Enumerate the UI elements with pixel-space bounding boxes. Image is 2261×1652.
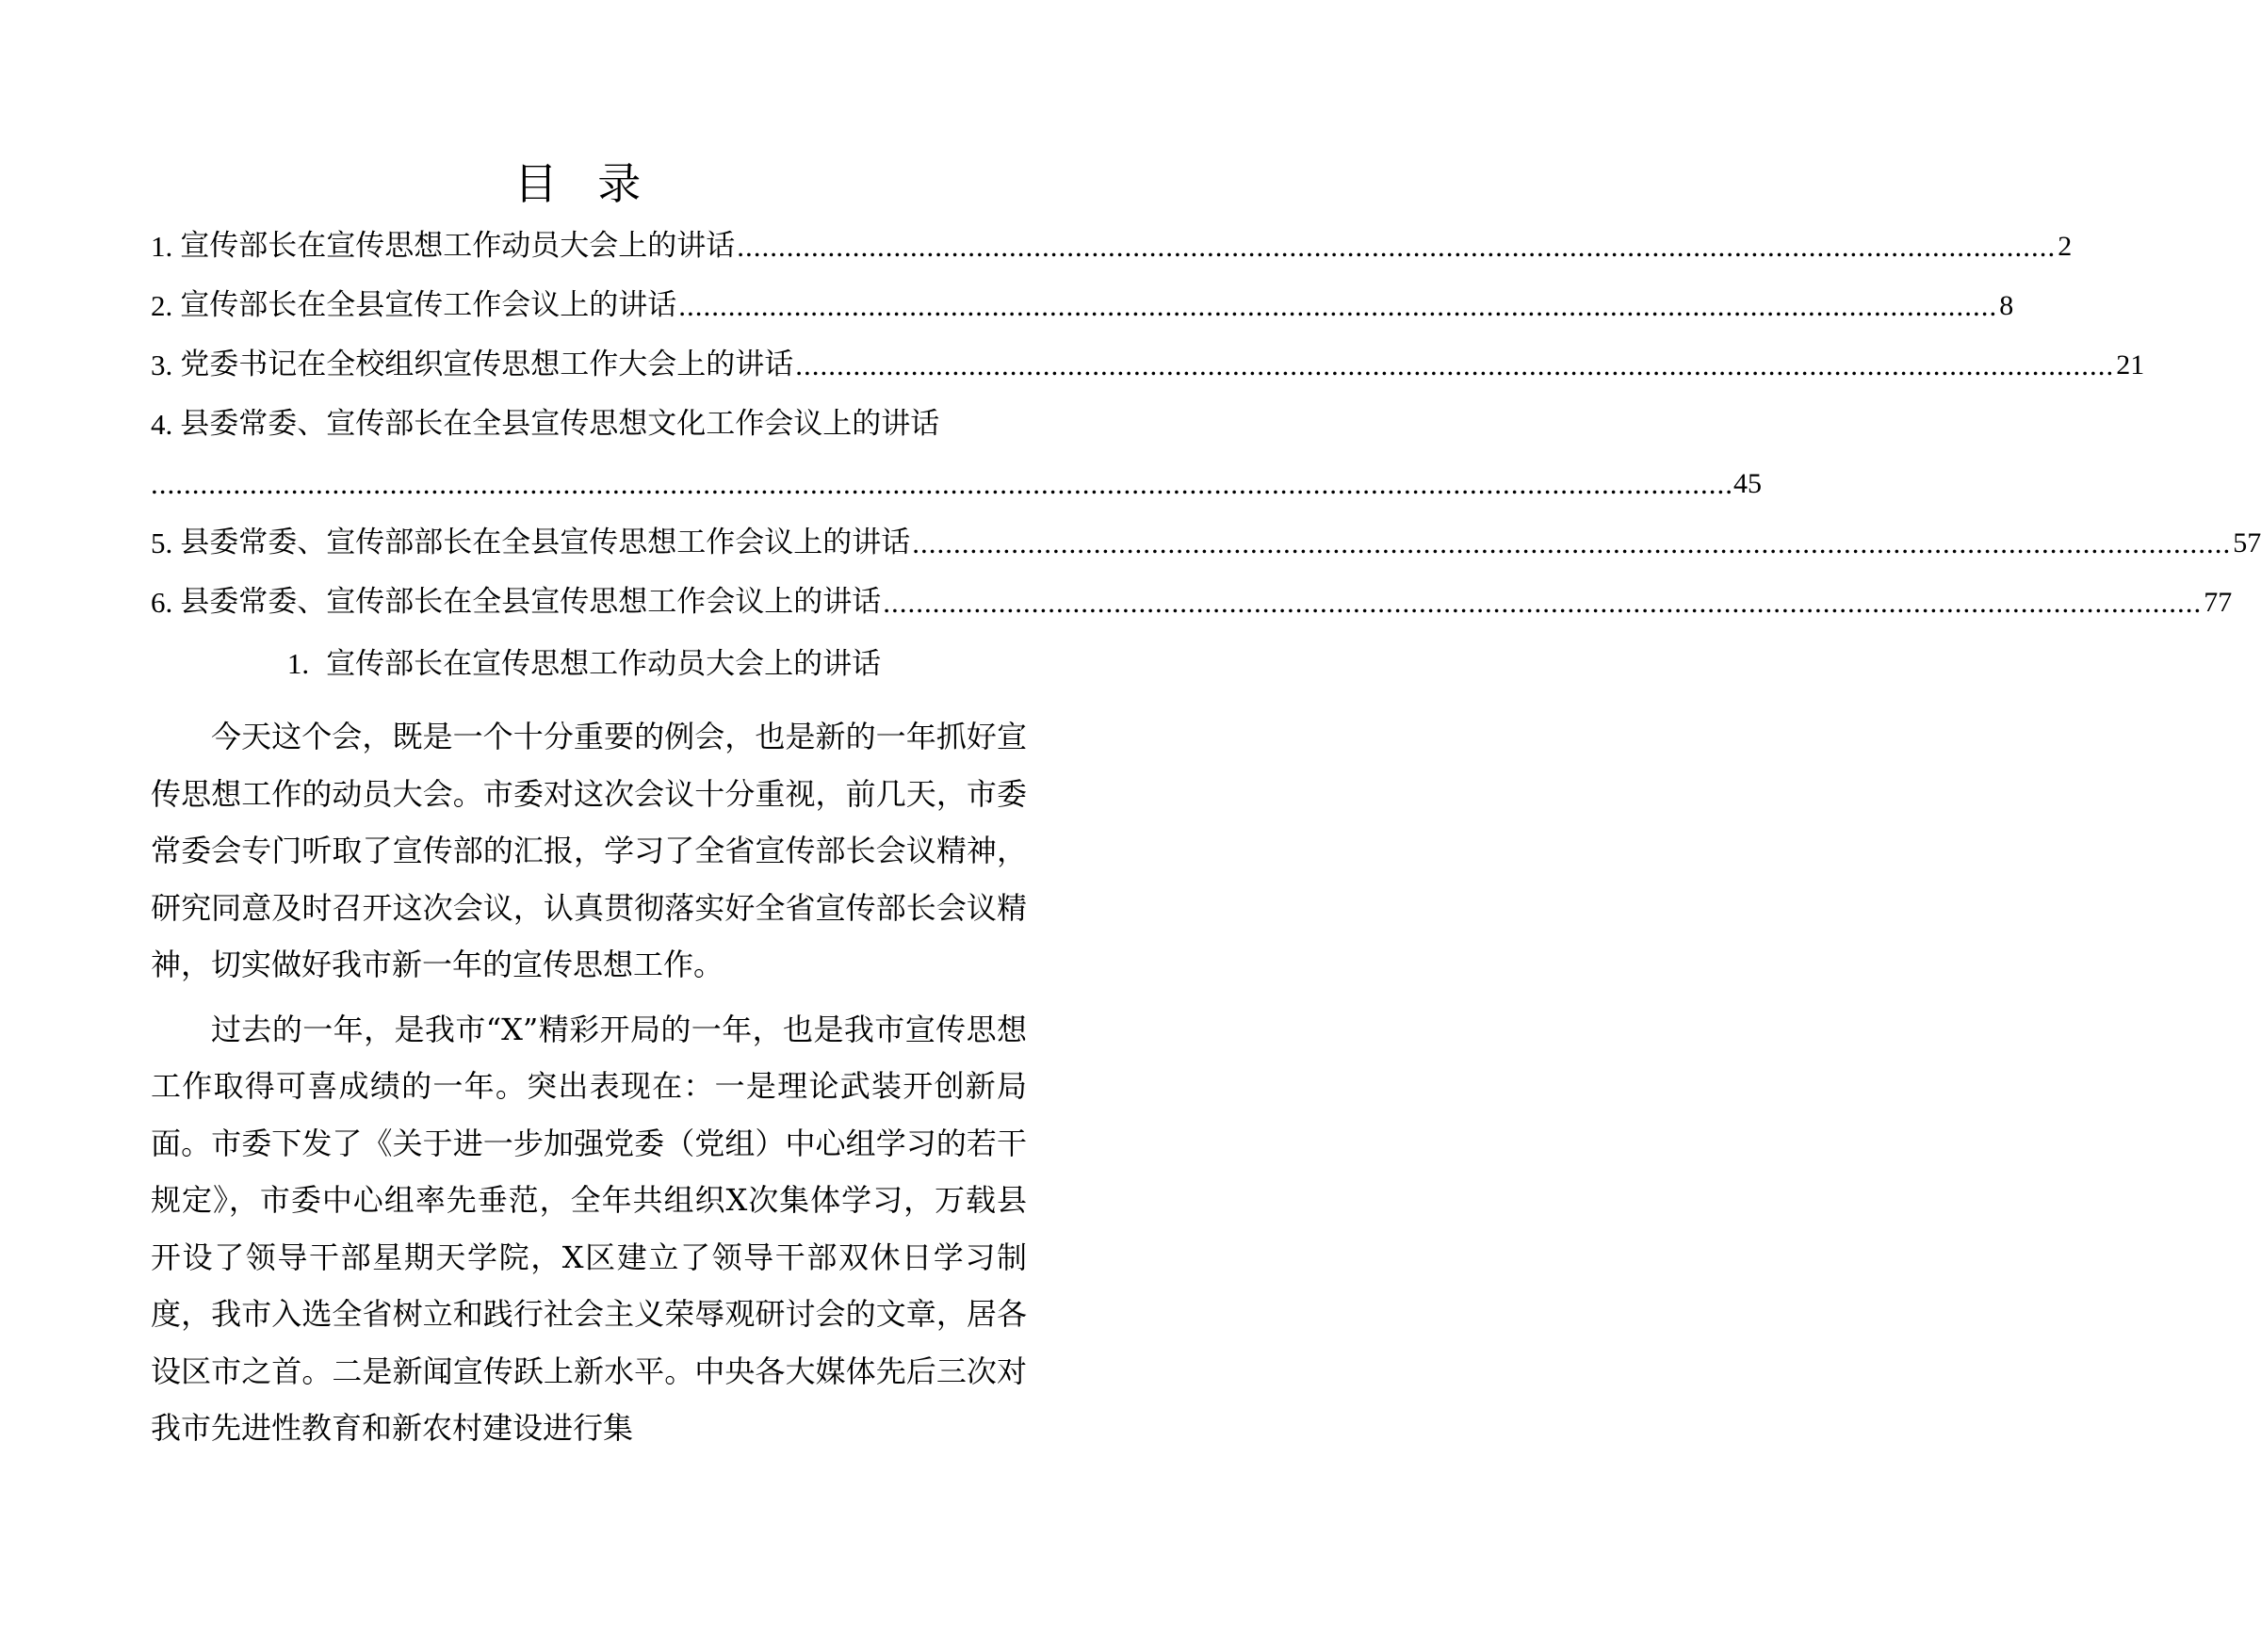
body-paragraph: 今天这个会，既是一个十分重要的例会，也是新的一年抓好宣传思想工作的动员大会。市委对这次会议十分重视，前几天，市委常委会专门听取了宣传部的汇报，学习了全省宣传部长会议精神，研究同意及时召开这次会议，认真贯彻落实好全省宣传部长会议精神，切实做好我市新一年的宣传思想工作。 <box>151 719 1027 982</box>
toc-entry-page: 45 <box>1733 468 1762 499</box>
dot-leader: ................................................................................................................................................................ <box>912 526 2232 559</box>
toc-entry-text: 宣传部长在全县宣传工作会议上的讲话 <box>180 288 677 322</box>
toc-entry-text: 县委常委、宣传部长在全县宣传思想工作会议上的讲话 <box>180 585 882 619</box>
table-of-contents <box>151 217 2261 632</box>
toc-entry-page: 77 <box>2204 587 2233 618</box>
toc-entry-text: 县委常委、宣传部长在全县宣传思想文化工作会议上的讲话 <box>180 407 940 441</box>
article-number: 1. <box>286 647 310 680</box>
toc-entry[interactable] <box>151 573 2233 632</box>
toc-entry-continuation[interactable] <box>151 454 1762 513</box>
toc-entry[interactable] <box>151 217 2073 276</box>
article-title: 宣传部长在宣传思想工作动员大会上的讲话 <box>326 647 882 681</box>
toc-entry-number: 6. <box>151 586 173 619</box>
dot-leader: ................................................................................................................................................................ <box>883 586 2203 619</box>
toc-entry-text: 县委常委、宣传部部长在全县宣传思想工作会议上的讲话 <box>180 526 911 559</box>
toc-entry-page: 57 <box>2233 527 2261 559</box>
article-body <box>151 708 1027 1465</box>
toc-entry[interactable] <box>151 276 2014 335</box>
toc-entry-page: 8 <box>1999 290 2014 321</box>
dot-leader: ................................................................................................................................................................................................ <box>151 467 1733 500</box>
toc-entry-number: 1. <box>151 230 173 263</box>
toc-entry[interactable] <box>151 513 2261 573</box>
toc-entry-number: 2. <box>151 289 173 322</box>
dot-leader: ................................................................................................................................................................ <box>795 348 2115 381</box>
body-paragraph: 过去的一年，是我市“X”精彩开局的一年，也是我市宣传思想工作取得可喜成绩的一年。突出表现在：一是理论武装开创新局面。市委下发了《关于进一步加强党委（党组）中心组学习的若干规定》，市委中心组率先垂范，全年共组织X次集体学习，万载县开设了领导干部星期天学院，X区建立了领导干部双休日学习制度，我市入选全省树立和践行社会主义荣辱观研讨会的文章，居各设区市之首。二是新闻宣传跃上新水平。中央各大媒体先后三次对我市先进性教育和新农村建设进行集 <box>151 1011 1027 1446</box>
toc-entry-number: 3. <box>151 348 173 381</box>
article-heading <box>0 640 1168 688</box>
toc-entry-page: 2 <box>2058 231 2073 262</box>
toc-entry-text: 党委书记在全校组织宣传思想工作大会上的讲话 <box>180 348 794 381</box>
dot-leader: ................................................................................................................................................................ <box>737 230 2057 263</box>
toc-entry-number: 4. <box>151 408 173 441</box>
toc-title: 目 录 <box>513 158 655 209</box>
toc-entry[interactable] <box>151 335 2145 395</box>
dot-leader: ................................................................................................................................................................ <box>678 289 1998 322</box>
toc-entry-text: 宣传部长在宣传思想工作动员大会上的讲话 <box>180 229 736 263</box>
toc-entry[interactable] <box>151 395 1149 454</box>
toc-entry-page: 21 <box>2116 349 2145 381</box>
toc-entry-number: 5. <box>151 526 173 559</box>
